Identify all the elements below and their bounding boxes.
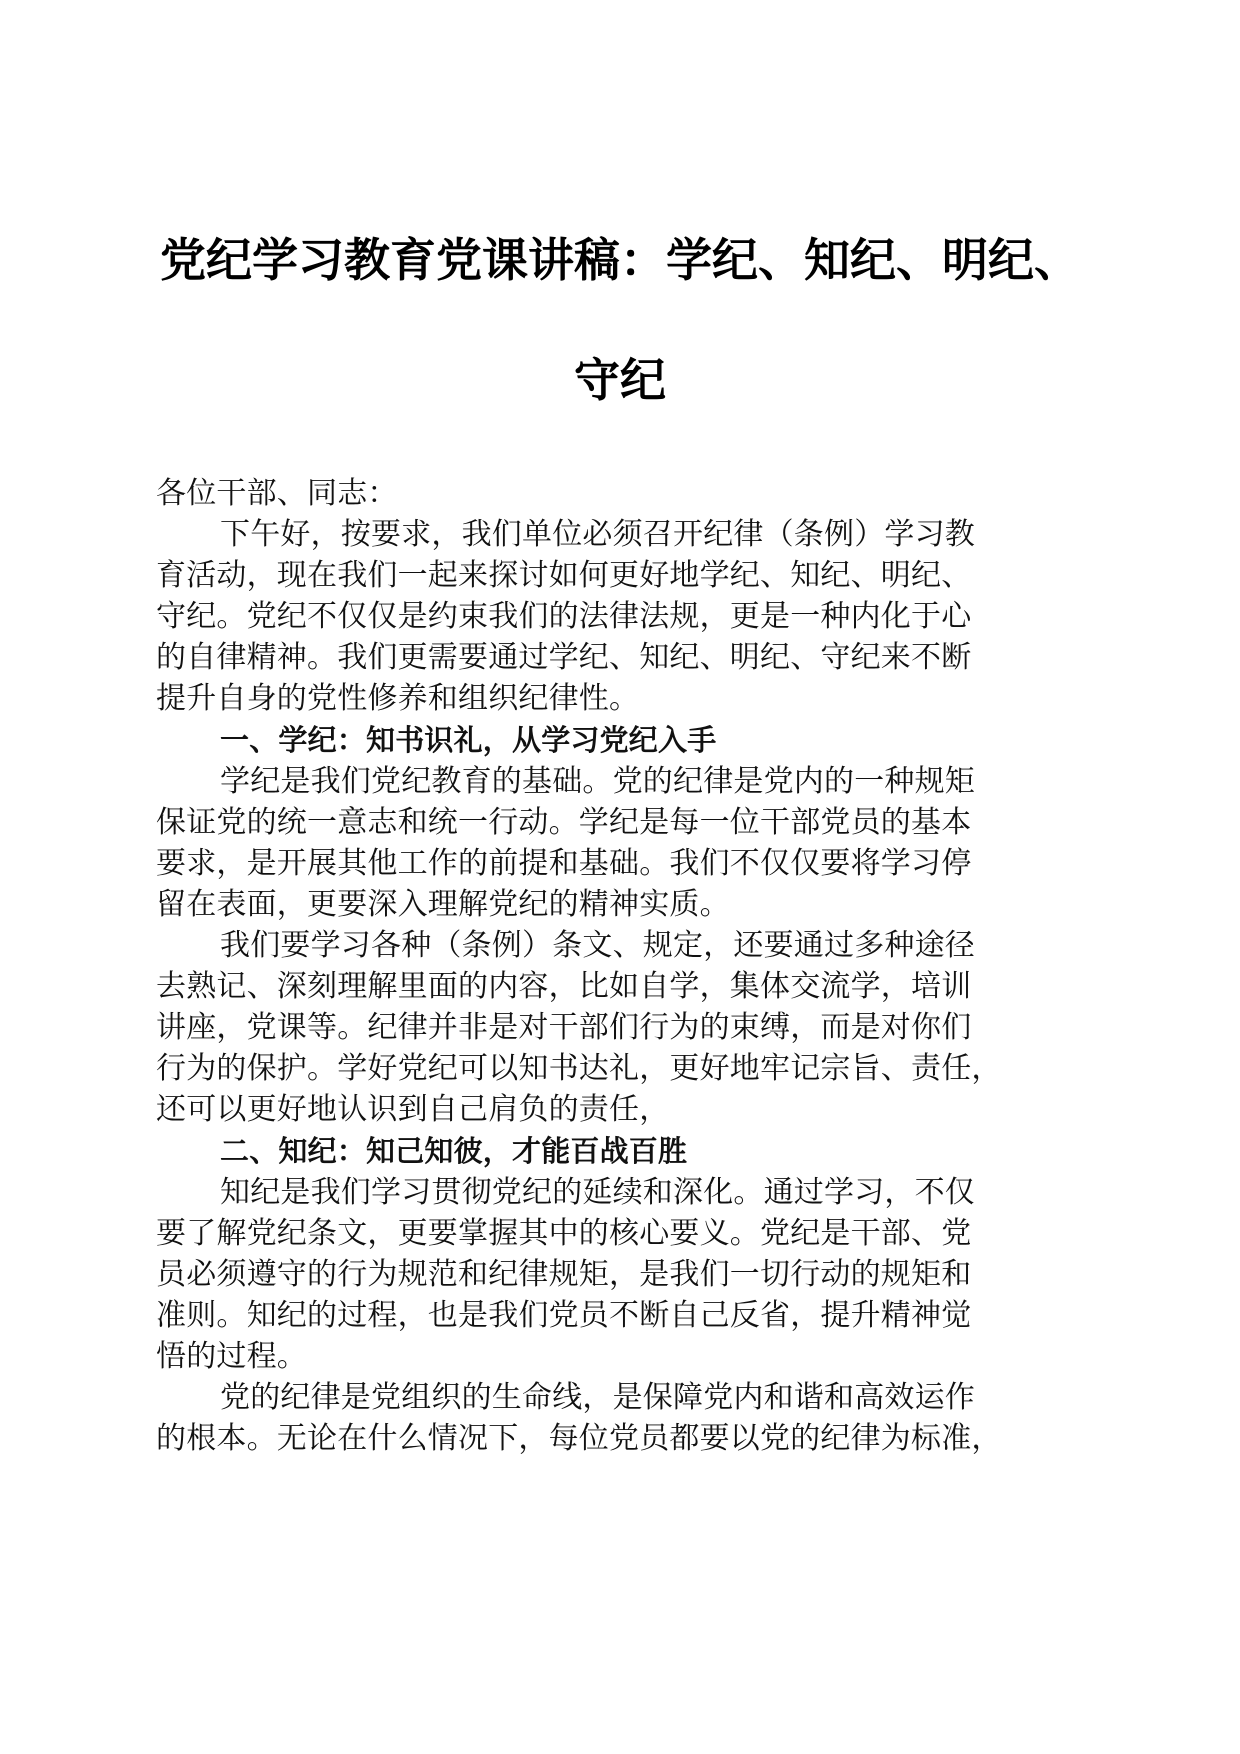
body-text-line: 知纪是我们学习贯彻党纪的延续和深化。通过学习，不仅 [220, 1174, 975, 1210]
body-text-line: 党的纪律是党组织的生命线，是保障党内和谐和高效运作 [220, 1380, 975, 1416]
document-title-line1: 党纪学习教育党课讲稿：学纪、知纪、明纪、 [160, 233, 1080, 287]
body-text-line: 员必须遵守的行为规范和纪律规矩，是我们一切行动的规矩和 [156, 1256, 972, 1292]
body-text-line: 学纪是我们党纪教育的基础。党的纪律是党内的一种规矩 [220, 763, 975, 799]
section-heading: 二、知纪：知己知彼，才能百战百胜 [220, 1133, 688, 1168]
body-text-line: 要求，是开展其他工作的前提和基础。我们不仅仅要将学习停 [156, 845, 972, 881]
body-text-line: 准则。知纪的过程，也是我们党员不断自己反省，提升精神觉 [156, 1297, 972, 1333]
body-text-line: 还可以更好地认识到自己肩负的责任， [156, 1092, 670, 1128]
body-text-line: 悟的过程。 [156, 1338, 307, 1374]
body-text-line: 育活动，现在我们一起来探讨如何更好地学纪、知纪、明纪、 [156, 558, 972, 594]
body-text-line: 下午好，按要求，我们单位必须召开纪律（条例）学习教 [220, 517, 975, 553]
body-text-line: 留在表面，更要深入理解党纪的精神实质。 [156, 886, 730, 922]
body-lines [156, 514, 1086, 1459]
body-text-line: 讲座，党课等。纪律并非是对干部们行为的束缚，而是对你们 [156, 1010, 972, 1046]
body-text-line: 行为的保护。学好党纪可以知书达礼，更好地牢记宗旨、责任， [156, 1051, 1002, 1087]
salutation: 各位干部、同志： [156, 476, 398, 511]
body-text-line: 我们要学习各种（条例）条文、规定，还要通过多种途径 [220, 928, 975, 964]
section-heading: 一、学纪：知书识礼，从学习党纪入手 [220, 722, 717, 757]
body-text-line: 的根本。无论在什么情况下，每位党员都要以党的纪律为标准， [156, 1421, 1002, 1457]
document-body [156, 473, 1086, 1459]
body-text-line: 提升自身的党性修养和组织纪律性。 [156, 681, 640, 717]
body-text-line: 守纪。党纪不仅仅是约束我们的法律法规，更是一种内化于心 [156, 599, 972, 635]
body-text-line: 保证党的统一意志和统一行动。学纪是每一位干部党员的基本 [156, 804, 972, 840]
body-text-line: 去熟记、深刻理解里面的内容，比如自学，集体交流学，培训 [156, 969, 972, 1005]
body-text-line: 要了解党纪条文，更要掌握其中的核心要义。党纪是干部、党 [156, 1215, 972, 1251]
document-title-line2: 守纪 [574, 353, 666, 407]
body-text-line: 的自律精神。我们更需要通过学纪、知纪、明纪、守纪来不断 [156, 640, 972, 676]
